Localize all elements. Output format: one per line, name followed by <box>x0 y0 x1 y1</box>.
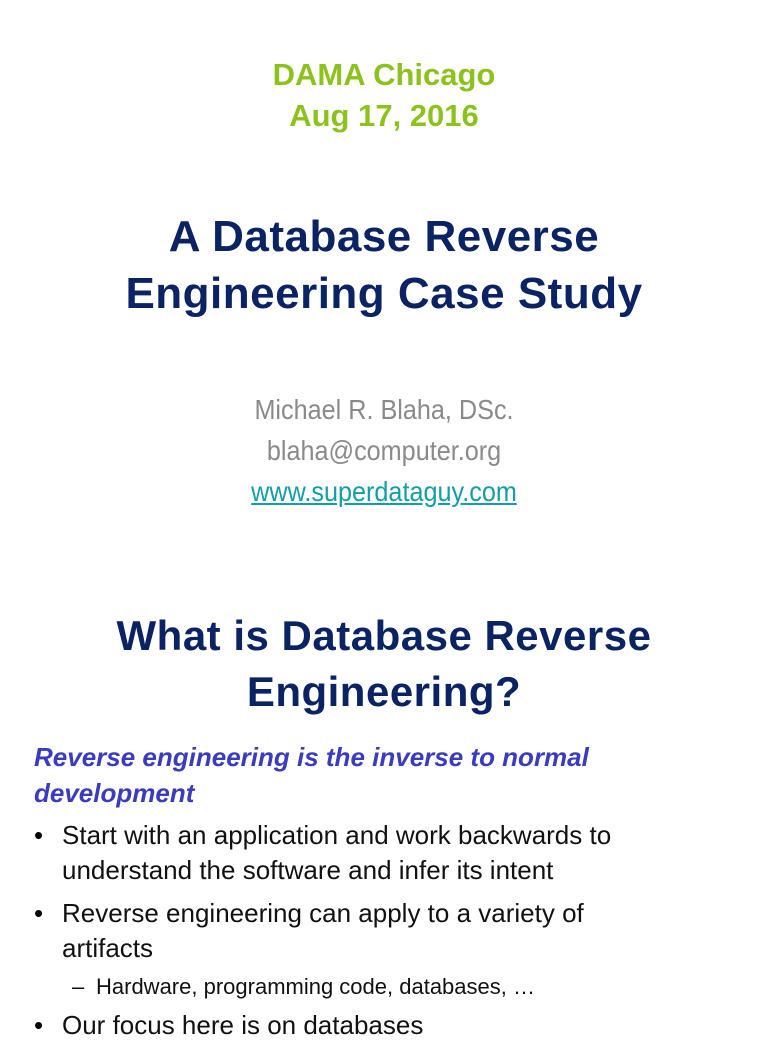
dash-icon: – <box>72 974 85 999</box>
bullet-1-line-2: understand the software and infer its intent <box>62 855 554 885</box>
presentation-title-line-1: A Database Reverse <box>168 212 600 261</box>
intro-text-line-1: Reverse engineering is the inverse to normal <box>34 742 589 772</box>
intro-text-line-2: development <box>34 778 195 808</box>
event-name: DAMA Chicago <box>272 57 496 92</box>
author-email: blaha@computer.org <box>266 435 502 466</box>
content-slide <box>0 560 768 1040</box>
bullet-icon: • <box>34 820 44 850</box>
bullet-2-line-2: artifacts <box>62 933 154 963</box>
presentation-title-line-2: Engineering Case Study <box>125 269 643 318</box>
author-name: Michael R. Blaha, DSc. <box>254 394 514 425</box>
bullet-3-line-1: Our focus here is on databases <box>62 1010 424 1040</box>
slide-title-line-2: Engineering? <box>246 668 522 715</box>
bullet-1-line-1: Start with an application and work backwards to <box>62 820 612 850</box>
sub-bullet-1: Hardware, programming code, databases, … <box>96 974 535 999</box>
event-date: Aug 17, 2016 <box>289 98 479 133</box>
bullet-icon: • <box>34 898 44 928</box>
slide-title-line-1: What is Database Reverse <box>116 612 652 659</box>
bullet-icon: • <box>34 1010 44 1040</box>
website-link[interactable]: www.superdataguy.com <box>251 476 517 507</box>
bullet-2-line-1: Reverse engineering can apply to a variety of <box>62 898 584 928</box>
author-website <box>38 472 729 512</box>
